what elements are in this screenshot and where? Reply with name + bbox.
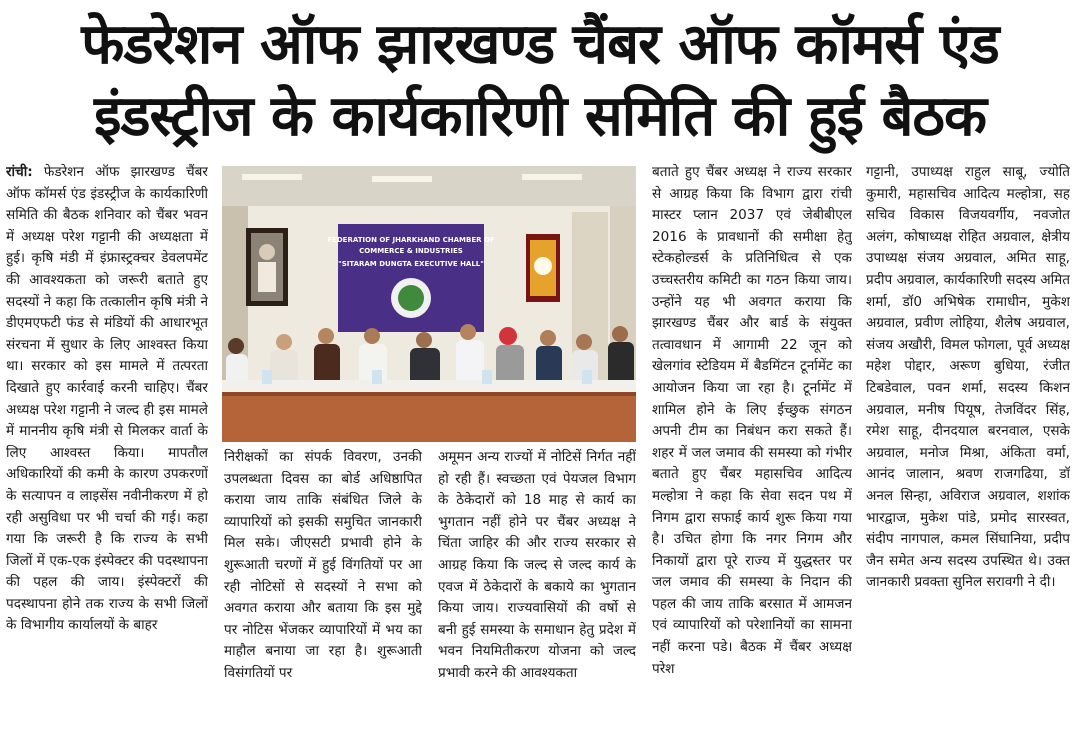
- headline: [0, 0, 1080, 158]
- headline-line-1: फेडरेशन ऑफ झारखण्ड चैंबर ऑफ कॉमर्स एंड: [81, 12, 999, 77]
- article-column-5: [866, 162, 1070, 730]
- headline-line-2: इंडस्ट्रीज के कार्यकारिणी समिति की हुई बैठक: [94, 84, 986, 149]
- banner-line-1: FEDERATION OF JHARKHAND CHAMBER OF: [327, 236, 495, 244]
- column-5-text: गट्टानी, उपाध्यक्ष राहुल साबू, ज्योति कुमारी, महासचिव आदित्य मल्होत्रा, सह सचिव विकास विजयवर्गीय, नवजोत अलंग, कोषाध्यक्ष रोहित अग्रवाल, क्षेत्रीय उपाध्यक्ष संजय अग्रवाल, अमित साहू, प्रदीप अग्रवाल, कार्यकारिणी सदस्य अमित शर्मा, डॉ0 अभिषेक रामाधीन, मुकेश अग्रवाल, प्रवीण लोहिया, शैलेष अग्रवाल, संजय अखौरी, विमल फोगला, पूर्व अध्यक्ष महेश पोद्दार, अरूण बुधिया, रंजीत टिबडेवाल, पवन शर्मा, सदस्य किशन अग्रवाल, मनीष पियूष, तेजविंदर सिंह, रमेश साहू, दीनदयाल बरनवाल, एसके अग्रवाल, मनोज मिश्रा, अंकिता वर्मा, आनंद जालान, श्रवण राजगढिया, डॉ अनल सिन्हा, अविराज अग्रवाल, शशांक भारद्वाज, मुकेश पांडे, प्रमोद सारस्वत, संदीप नागपाल, कमल सिंघानिया, प्रदीप जैन समेत अन्य सदस्य उपस्थित थे। उक्त जानकारी प्रवक्ता सुनिल सरावगी ने दी।: [866, 164, 1070, 591]
- conference-table: [222, 392, 636, 442]
- meeting-photo: [222, 166, 636, 442]
- column-3-text: अमूमन अन्य राज्यों में नोटिसें निर्गत नहीं हो रही हैं। स्वच्छता एवं पेयजल विभाग के ठेकेदारों को 18 माह से कार्य का भुगतान नहीं होने पर चैंबर अध्यक्ष ने चिंता जाहिर की और राज्य सरकार से आग्रह किया कि जल्द से जल्द कार्य के एवज में ठेकेदारों के बकाये का भुगतान किया जाय। राज्यवासियों की वर्षो से बनी हुई समस्या के समाधान हेतु प्रदेश में भवन नियमितीकरण योजना को जल्द प्रभावी करने की आवश्यकता: [438, 449, 636, 681]
- banner-line-3: "SITARAM DUNGTA EXECUTIVE HALL": [338, 260, 484, 268]
- column-1-text: फेडरेशन ऑफ झारखण्ड चैंबर ऑफ कॉमर्स एंड इंडस्ट्रीज के कार्यकारिणी समिति की बैठक शनिवार को चैंबर भवन में अध्यक्ष परेश गट्टानी की अध्यक्षता में हुई। कृषि मंडी में इंफ्रास्ट्रक्चर डेवलपमेंट की आवश्यकता को जरूरी बताते हुए सदस्यों ने कहा कि तत्कालीन कृषि मंत्री ने डीएमएफटी फंड से मंडियों की आधारभूत संरचना में सुधार के लिए आश्वस्त किया था। सरकार को इस मामले में तत्परता दिखाते हुए कार्रवाई करनी चाहिए। चैंबर अध्यक्ष परेश गट्टानी ने जल्द ही इस मामले में माननीय कृषि मंत्री से मिलकर वार्ता के लिए आश्वस्त किया। मापतौल अधिकारियों की कमी के कारण उपकरणों के सत्यापन व लाइसेंस नवीनीकरण में हो रही असुविधा पर भी चर्चा की गई। कहा गया कि जरूरी है कि राज्य के सभी जिलों में एक-एक इंस्पेक्टर की पदस्थापना की पहल की जाय। इंस्पेक्टरों की पदस्थापना होने तक राज्य के सभी जिलों के विभागीय कार्यालयों के बाहर: [6, 164, 208, 634]
- column-4-text: बताते हुए चैंबर अध्यक्ष ने राज्य सरकार से आग्रह किया कि विभाग द्वारा रांची मास्टर प्लान 2037 एवं जेबीबीएल 2016 के प्रावधानों की समीक्षा हेतु स्टेकहोल्डर्स के प्रतिनिधित्व से एक उच्चस्तरीय कमिटी का गठन किया जाय। उन्होंने यह भी अवगत कराया कि झारखण्ड चैंबर और बार्ड के संयुक्त तत्वावधान में आगामी 22 जून को खेलगांव स्टेडियम में बैडमिंटन टूर्नामेंट का आयोजन किया जा रहा है। टूर्नामेंट में शामिल होने के लिए ईच्छुक संगठन अपनी टीम का निबंधन करा सकते हैं। शहर में जल जमाव की समस्या को गंभीर बताते हुए चैंबर महासचिव आदित्य मल्होत्रा ने कहा कि सेवा सदन पथ में निगम द्वारा सफाई कार्य शुरू किया गया है। उचित होगा कि नगर निगम और निकायों द्वारा पूरे राज्य में युद्धस्तर पर जल जमाव की समस्या के निदान की पहल की जाय ताकि बरसात में आमजन एवं व्यापारियों को परेशानियों का सामना नहीं करना पडे। बैठक में चैंबर अध्यक्ष परेश: [652, 164, 852, 677]
- article-column-4: [652, 162, 852, 730]
- column-2-text: निरीक्षकों का संपर्क विवरण, उनकी उपलब्धता दिवस का बोर्ड अधिष्ठापित कराया जाय ताकि संबंधित जिले के व्यापारियों को इसकी समुचित जानकारी मिल सके। जीएसटी प्रभावी होने के शुरूआती चरणों में हुई विंगतियों पर आ रही नोटिसों से सदस्यों ने सभा को अवगत कराया और बताया कि इस मुद्दे पर नोटिस भेंजकर व्यापारियों में भय का माहौल बनाया जा रहा है। शुरूआती विसंगतियों पर: [224, 449, 422, 681]
- article-column-2: [224, 447, 422, 730]
- banner-line-2: COMMERCE & INDUSTRIES: [359, 247, 463, 255]
- dateline: रांची:: [6, 164, 33, 180]
- article-column-3: [438, 447, 636, 730]
- article-column-1: [6, 162, 208, 730]
